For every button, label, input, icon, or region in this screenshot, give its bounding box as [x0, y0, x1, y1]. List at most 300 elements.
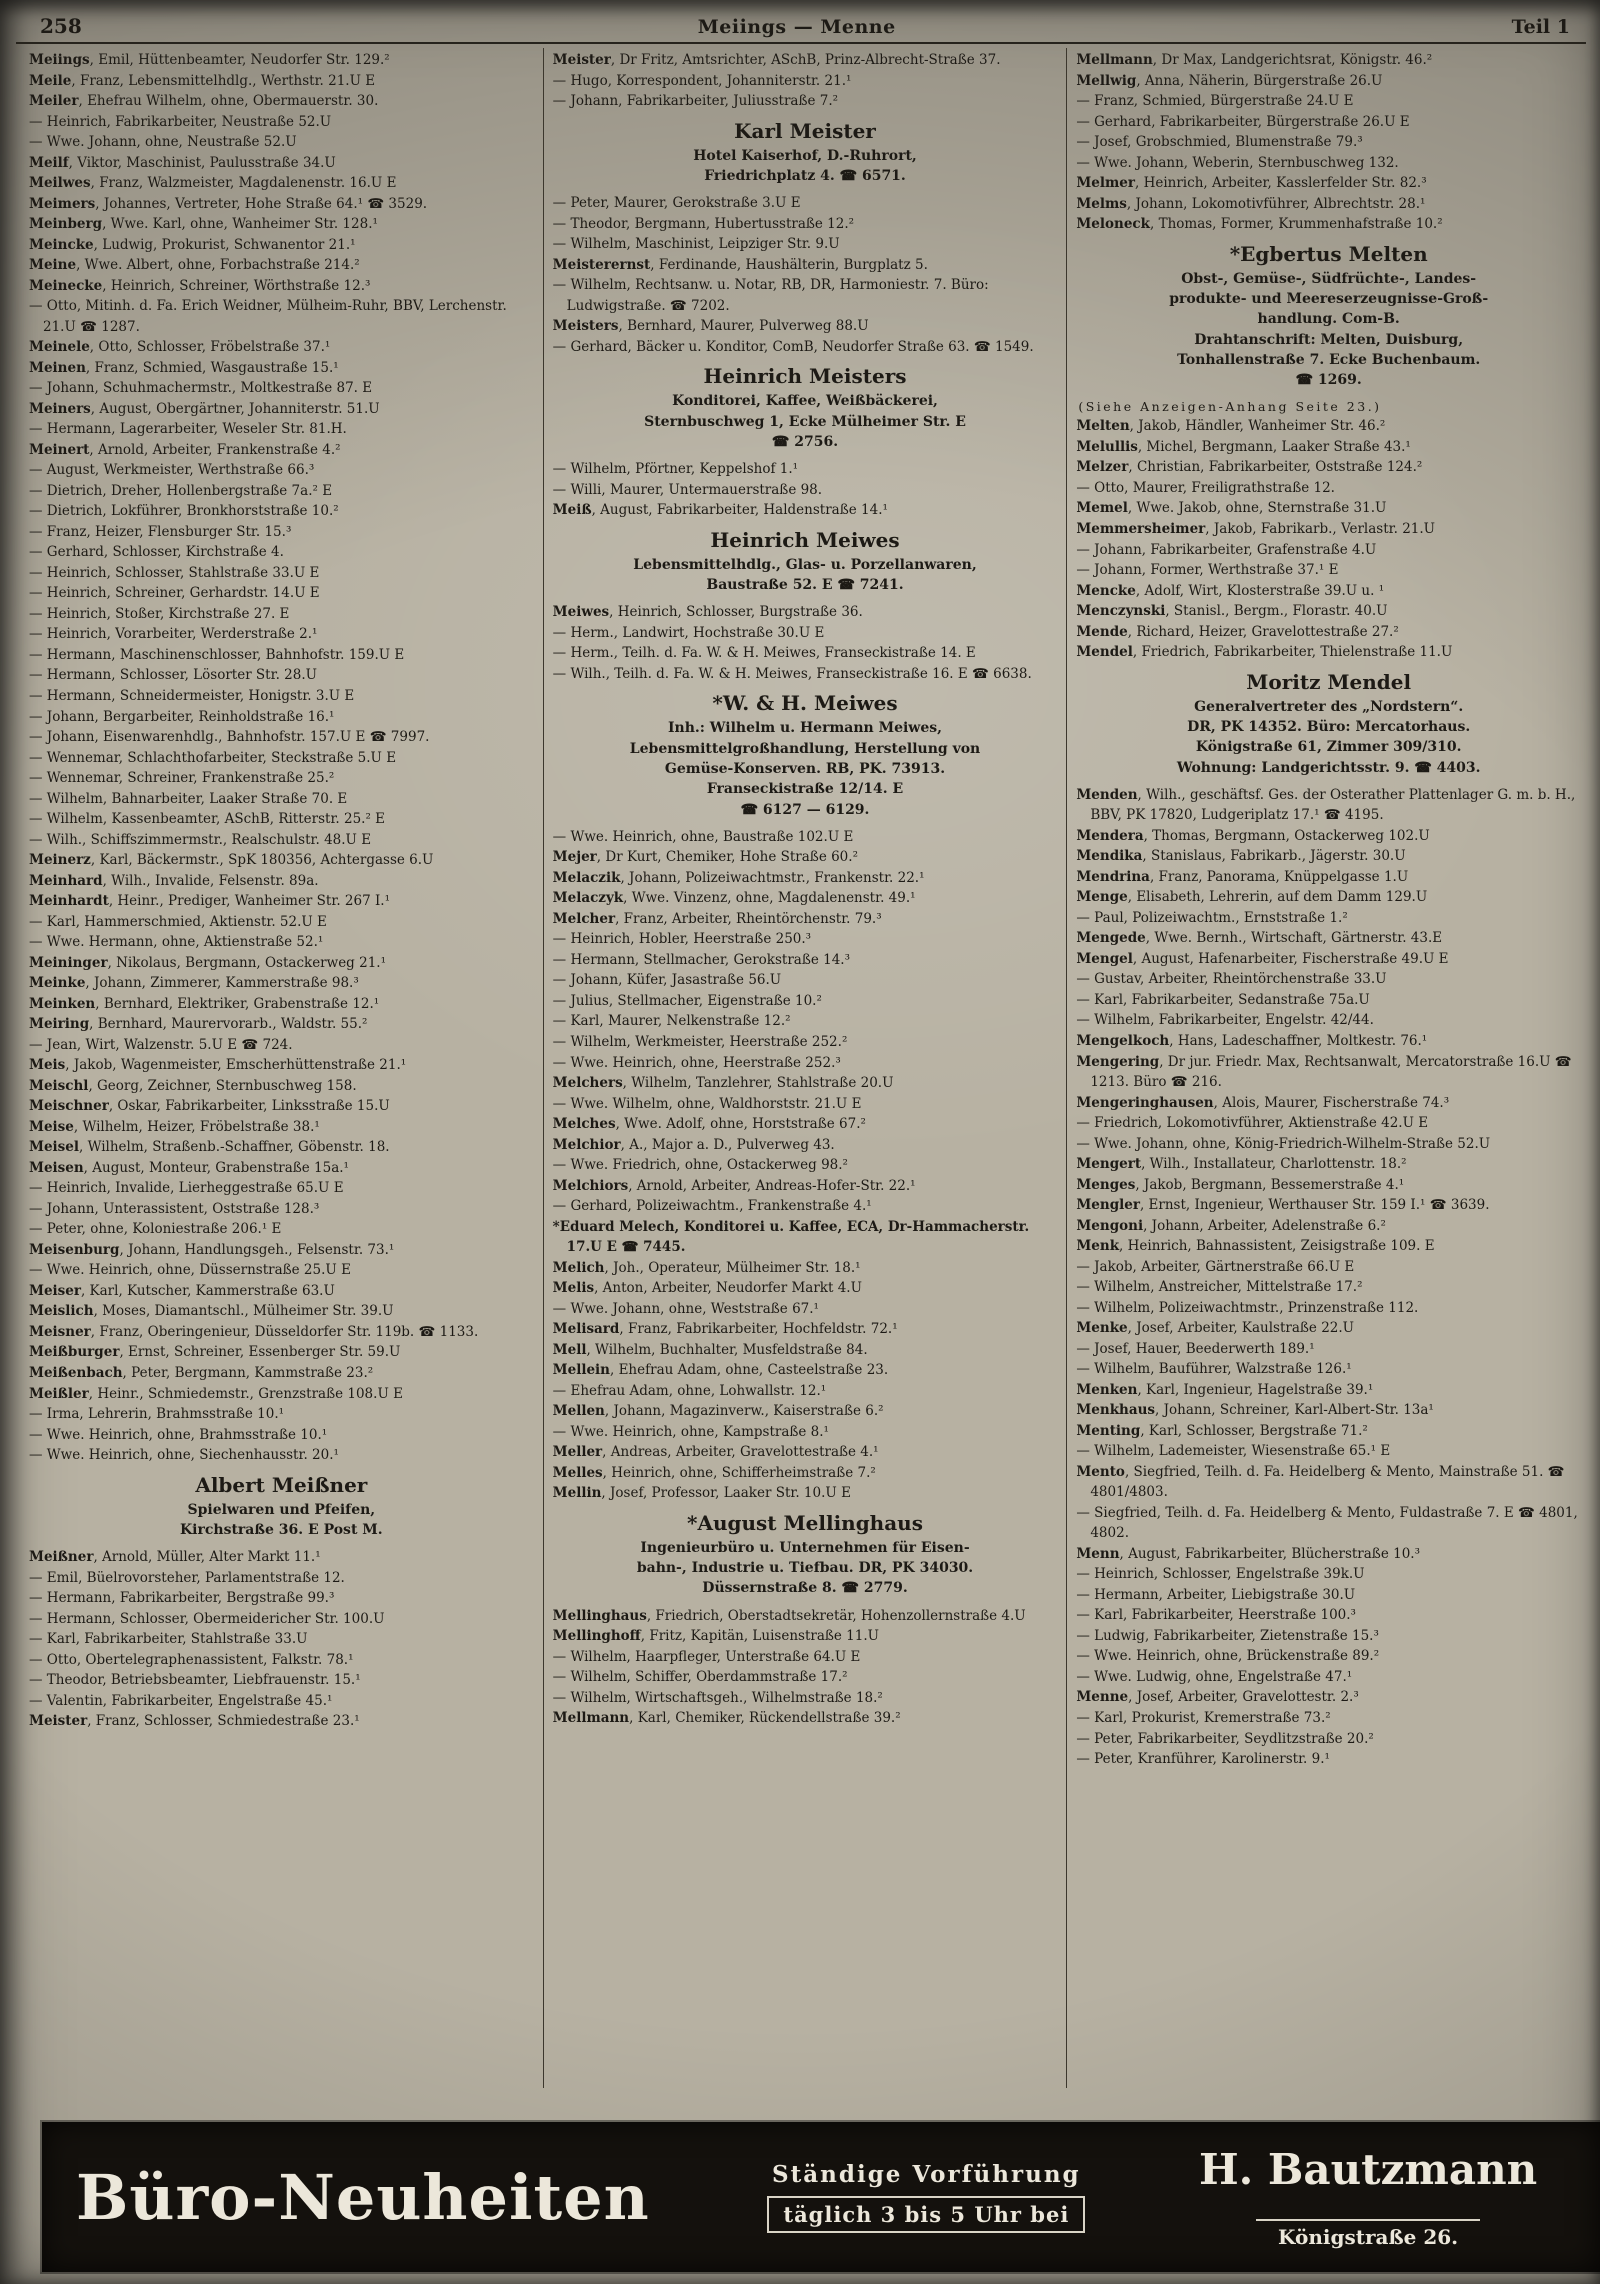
- directory-entry: — Karl, Prokurist, Kremerstraße 73.²: [1076, 1710, 1331, 1726]
- directory-entry: Mellin, Josef, Professor, Laaker Str. 10.U E: [552, 1485, 851, 1502]
- directory-entry: Mende, Richard, Heizer, Gravelottestraße 27.²: [1076, 623, 1399, 640]
- directory-entry: — Friedrich, Lokomotivführer, Aktienstraße 42.U E: [1076, 1115, 1429, 1132]
- directory-entry: — Wilhelm, Bahnarbeiter, Laaker Straße 70. E: [29, 790, 348, 807]
- directory-entry: Melisard, Franz, Fabrikarbeiter, Hochfeldstr. 72.¹: [552, 1321, 898, 1338]
- directory-entry: — Wilhelm, Lademeister, Wiesenstraße 65.¹ E: [1076, 1443, 1391, 1460]
- ad-block: [1078, 242, 1579, 391]
- directory-entry: — Julius, Stellmacher, Eigenstraße 10.²: [552, 992, 822, 1009]
- directory-entry: Melullis, Michel, Bergmann, Laaker Straße 43.¹: [1076, 438, 1411, 455]
- ad-text-line: produkte- und Meereserzeugnisse-Groß-: [1169, 290, 1489, 307]
- directory-entry: Melaczyk, Wwe. Vinzenz, ohne, Magdalenenstr. 49.¹: [552, 890, 916, 907]
- directory-entry: Mellein, Ehefrau Adam, ohne, Casteelstraße 23.: [552, 1362, 889, 1379]
- entry-surname: Meisel: [29, 1139, 79, 1156]
- directory-entry: Meininger, Nikolaus, Bergmann, Ostackerweg 21.¹: [29, 954, 386, 971]
- entry-surname: Mento: [1076, 1463, 1125, 1480]
- directory-entry: Melches, Wwe. Adolf, ohne, Horststraße 67.²: [552, 1116, 866, 1133]
- directory-entry: — Herm., Landwirt, Hochstraße 30.U E: [552, 624, 825, 641]
- directory-entry: Mell, Wilhelm, Buchhalter, Musfeldstraße 84.: [552, 1341, 868, 1358]
- directory-entry: — Hermann, Schlosser, Lösorter Str. 28.U: [29, 667, 318, 684]
- ad-text-line: ☎ 2756.: [771, 433, 839, 450]
- ad-text-line: Friedrichplatz 4. ☎ 6571.: [704, 167, 906, 184]
- directory-entry: — Wilhelm, Polizeiwachtmstr., Prinzenstraße 112.: [1076, 1299, 1419, 1316]
- ad-text-line: Konditorei, Kaffee, Weißbäckerei,: [672, 393, 938, 410]
- directory-entry: — Siegfried, Teilh. d. Fa. Heidelberg & Mento, Fuldastraße 7. E ☎ 4801, 4802.: [1076, 1504, 1578, 1542]
- directory-entry: Meller, Andreas, Arbeiter, Gravelottestraße 4.¹: [552, 1444, 879, 1461]
- directory-entry: — Johann, Schuhmachermstr., Moltkestraße 87. E: [29, 380, 373, 397]
- directory-entry: Mento, Siegfried, Teilh. d. Fa. Heidelberg & Mento, Mainstraße 51. ☎ 4801/4803.: [1076, 1463, 1565, 1501]
- page-title: Meiings — Menne: [697, 16, 896, 38]
- directory-entry: — Franz, Heizer, Flensburger Str. 15.³: [29, 523, 292, 540]
- entry-surname: Meiring: [29, 1016, 90, 1033]
- directory-entry: Meiners, August, Obergärtner, Johanniterstr. 51.U: [29, 400, 380, 417]
- entry-surname: Melles: [552, 1464, 603, 1481]
- directory-entry: Melles, Heinrich, ohne, Schifferheimstraße 7.²: [552, 1464, 876, 1481]
- directory-entry: — Heinrich, Schreiner, Gerhardstr. 14.U E: [29, 585, 320, 602]
- directory-entry: Meißburger, Ernst, Schreiner, Essenberger Str. 59.U: [29, 1344, 401, 1361]
- ad-block: [555, 528, 1056, 596]
- entry-surname: Melaczik: [552, 869, 621, 886]
- directory-entry: — Wennemar, Schreiner, Frankenstraße 25.²: [29, 770, 335, 787]
- entry-surname: Mell: [552, 1341, 587, 1358]
- entry-surname: Mengering: [1076, 1053, 1160, 1070]
- directory-entry: Meilwes, Franz, Walzmeister, Magdalenenstr. 16.U E: [29, 175, 397, 192]
- entry-surname: Melis: [552, 1280, 595, 1297]
- entry-surname: Meinhardt: [29, 893, 109, 910]
- directory-entry: Mellmann, Karl, Chemiker, Rückendellstraße 39.²: [552, 1710, 901, 1727]
- directory-entry: Menne, Josef, Arbeiter, Gravelottestr. 2.³: [1076, 1689, 1359, 1706]
- directory-entry: — Wwe. Johann, ohne, Weststraße 67.¹: [552, 1300, 819, 1317]
- directory-entry: — Hugo, Korrespondent, Johanniterstr. 21.¹: [552, 72, 852, 89]
- directory-entry: Melchiors, Arnold, Arbeiter, Andreas-Hofer-Str. 22.¹: [552, 1177, 916, 1194]
- entry-surname: Mellinghoff: [552, 1628, 641, 1645]
- entry-surname: Mellein: [552, 1362, 610, 1379]
- directory-entry: Meisen, August, Monteur, Grabenstraße 15a.¹: [29, 1159, 349, 1176]
- entry-surname: Melcher: [552, 910, 616, 927]
- entry-surname: Melches: [552, 1116, 616, 1133]
- entry-surname: Menk: [1076, 1238, 1120, 1255]
- directory-entry: — Gerhard, Polizeiwachtm., Frankenstraße 4.¹: [552, 1198, 872, 1215]
- directory-entry: Mengelkoch, Hans, Ladeschaffner, Moltkestr. 76.¹: [1076, 1032, 1428, 1049]
- directory-entry: — Josef, Hauer, Beederwerth 189.¹: [1076, 1340, 1315, 1357]
- directory-entry: — Wilhelm, Schiffer, Oberdammstraße 17.²: [552, 1669, 848, 1686]
- entry-surname: Mengler: [1076, 1197, 1140, 1214]
- directory-entry: — Jakob, Arbeiter, Gärtnerstraße 66.U E: [1076, 1258, 1355, 1275]
- entry-surname: Menge: [1076, 889, 1128, 906]
- entry-surname: Meiners: [29, 400, 91, 417]
- entry-surname: Mellen: [552, 1403, 605, 1420]
- directory-entry: — Heinrich, Hobler, Heerstraße 250.³: [552, 931, 812, 948]
- ad-block: [31, 1473, 532, 1541]
- directory-entry: — Wilhelm, Rechtsanw. u. Notar, RB, DR, Harmoniestr. 7. Büro: Ludwigstraße. ☎ 7202.: [552, 277, 989, 314]
- ad-text-line: Generalvertreter des „Nordstern“.: [1194, 698, 1464, 715]
- ad-text-line: handlung. Com-B.: [1257, 311, 1400, 328]
- directory-entry: Meinke, Johann, Zimmerer, Kammerstraße 98.³: [29, 975, 359, 992]
- advert-demo-line2: täglich 3 bis 5 Uhr bei: [767, 2196, 1085, 2233]
- directory-entry: Mejer, Dr Kurt, Chemiker, Hohe Straße 60.²: [552, 849, 858, 866]
- directory-entry: — Hermann, Stellmacher, Gerokstraße 14.³: [552, 951, 851, 968]
- entry-surname: Meisenburg: [29, 1241, 120, 1258]
- entry-surname: Melten: [1076, 418, 1130, 435]
- ad-text-line: Drahtanschrift: Melten, Duisburg,: [1194, 331, 1464, 348]
- ad-title: Albert Meißner: [195, 1472, 368, 1497]
- entry-surname: Meinecke: [29, 277, 103, 294]
- entry-surname: Melich: [552, 1259, 605, 1276]
- entry-surname: Meinele: [29, 339, 90, 356]
- entry-surname: Mendera: [1076, 827, 1144, 844]
- directory-entry: Menting, Karl, Schlosser, Bergstraße 71.²: [1076, 1422, 1368, 1439]
- ad-text-line: Franseckistraße 12/14. E: [706, 781, 904, 798]
- entry-surname: Meißenbach: [29, 1365, 123, 1381]
- directory-entry: Meine, Wwe. Albert, ohne, Forbachstraße 214.²: [29, 257, 360, 274]
- directory-entry: Meinhard, Wilh., Invalide, Felsenstr. 89a.: [29, 872, 319, 889]
- page-header: [0, 0, 1600, 40]
- directory-entry: Meiwes, Heinrich, Schlosser, Burgstraße 36.: [552, 604, 863, 621]
- directory-entry: Melis, Anton, Arbeiter, Neudorfer Markt 4.U: [552, 1280, 862, 1297]
- directory-entry: Meincke, Ludwig, Prokurist, Schwanentor 21.¹: [29, 236, 356, 253]
- directory-entry: — Heinrich, Fabrikarbeiter, Neustraße 52.U: [29, 113, 332, 130]
- directory-entry: — Wilhelm, Pförtner, Keppelshof 1.¹: [552, 461, 799, 478]
- entry-surname: Memel: [1076, 500, 1128, 517]
- directory-entry: Meis, Jakob, Wagenmeister, Emscherhüttenstraße 21.¹: [29, 1057, 407, 1074]
- directory-entry: Melcher, Franz, Arbeiter, Rheintörchenstr. 79.³: [552, 910, 882, 927]
- directory-entry: — Johann, Fabrikarbeiter, Juliusstraße 7.²: [552, 93, 839, 110]
- ad-title: Heinrich Meisters: [703, 364, 907, 389]
- directory-entry: *Eduard Melech, Konditorei u. Kaffee, ECA, Dr-Hammacherstr. 17.U E ☎ 7445.: [552, 1218, 1030, 1256]
- entry-surname: Mengert: [1076, 1156, 1142, 1173]
- directory-entry: Mengede, Wwe. Bernh., Wirtschaft, Gärtnerstr. 43.E: [1076, 930, 1443, 947]
- entry-surname: Meinken: [29, 995, 96, 1012]
- directory-entry: — Wwe. Friedrich, ohne, Ostackerweg 98.²: [552, 1157, 848, 1174]
- directory-entry: — Wwe. Heinrich, ohne, Brahmsstraße 10.¹: [29, 1426, 328, 1443]
- entry-surname: Meilwes: [29, 175, 91, 192]
- directory-entry: — Otto, Maurer, Freiligrathstraße 12.: [1076, 479, 1335, 496]
- entry-surname: Mendel: [1076, 644, 1133, 661]
- entry-surname: Memmersheimer: [1076, 521, 1206, 537]
- directory-entry: — Karl, Fabrikarbeiter, Heerstraße 100.³: [1076, 1607, 1356, 1624]
- entry-surname: Meinerz: [29, 852, 91, 869]
- entry-surname: Mellinghaus: [552, 1607, 647, 1624]
- directory-entry: Menge, Elisabeth, Lehrerin, auf dem Damm 129.U: [1076, 889, 1428, 906]
- entry-surname: Meißburger: [29, 1344, 120, 1361]
- ad-title: *W. & H. Meiwes: [712, 691, 898, 716]
- ad-title: Karl Meister: [734, 118, 876, 143]
- entry-surname: Meloneck: [1076, 216, 1150, 233]
- directory-entry: Melchers, Wilhelm, Tanzlehrer, Stahlstraße 20.U: [552, 1075, 894, 1092]
- entry-surname: Meimers: [29, 195, 96, 212]
- entry-surname: Mendika: [1076, 848, 1143, 865]
- directory-entry: Menczynski, Stanisl., Bergm., Florastr. 40.U: [1076, 603, 1388, 620]
- directory-entry: Mengoni, Johann, Arbeiter, Adelenstraße 6.²: [1076, 1217, 1386, 1234]
- directory-entry: — Wilhelm, Bauführer, Walzstraße 126.¹: [1076, 1361, 1352, 1378]
- advert-demo-info: [717, 2161, 1137, 2233]
- ad-text-line: Wohnung: Landgerichtsstr. 9. ☎ 4403.: [1176, 759, 1481, 776]
- entry-surname: Mellwig: [1076, 72, 1137, 89]
- ad-text-line: Sternbuschweg 1, Ecke Mülheimer Str. E: [644, 413, 966, 430]
- ad-text-line: Kirchstraße 36. E Post M.: [180, 1521, 383, 1538]
- entry-surname: Meinberg: [29, 216, 103, 233]
- directory-entry: — Wilhelm, Fabrikarbeiter, Engelstr. 42/44.: [1076, 1012, 1374, 1029]
- entry-surname: Melchers: [552, 1075, 623, 1092]
- directory-entry: — Heinrich, Invalide, Lierheggestraße 65.U E: [29, 1180, 344, 1197]
- advert-company-address: Königstraße 26.: [1256, 2219, 1480, 2249]
- part-label: Teil 1: [1511, 16, 1570, 38]
- directory-entry: — Wwe. Heinrich, ohne, Brückenstraße 89.²: [1076, 1648, 1380, 1665]
- directory-entry: — Ehefrau Adam, ohne, Lohwallstr. 12.¹: [552, 1382, 827, 1399]
- entry-surname: Mengede: [1076, 930, 1146, 947]
- entry-surname: Meißner: [29, 1549, 94, 1566]
- advert-product-name: Büro-Neuheiten: [76, 2160, 650, 2234]
- directory-entry: — Heinrich, Schlosser, Engelstraße 39k.U: [1076, 1566, 1365, 1583]
- entry-surname: Meister: [29, 1713, 88, 1730]
- directory-entry: — Hermann, Schlosser, Obermeidericher Str. 100.U: [29, 1610, 385, 1627]
- directory-entry: — Wwe. Heinrich, ohne, Kampstraße 8.¹: [552, 1423, 829, 1440]
- ad-text-line: Gemüse-Konserven. RB, PK. 73913.: [664, 760, 946, 777]
- entry-surname: Menke: [1076, 1320, 1128, 1337]
- directory-entry: — Dietrich, Dreher, Hollenbergstraße 7a.² E: [29, 482, 333, 499]
- directory-entry: Menkhaus, Johann, Schreiner, Karl-Albert-Str. 13a¹: [1076, 1402, 1434, 1419]
- directory-column-1: [20, 48, 543, 2088]
- ad-title: Heinrich Meiwes: [710, 527, 900, 552]
- directory-entry: — Karl, Hammerschmied, Aktienstr. 52.U E: [29, 913, 327, 930]
- directory-entry: — Wilh., Schiffszimmermstr., Realschulstr. 48.U E: [29, 831, 372, 848]
- entry-surname: Mencke: [1076, 582, 1136, 599]
- directory-entry: Meißenbach, Peter, Bergmann, Kammstraße 23.²: [29, 1365, 374, 1381]
- directory-entry: Mendrina, Franz, Panorama, Knüppelgasse 1.U: [1076, 868, 1409, 885]
- entry-surname: Menken: [1076, 1381, 1138, 1398]
- ad-text-line: bahn-, Industrie u. Tiefbau. DR, PK 34030.: [636, 1560, 974, 1577]
- directory-entry: — Wwe. Heinrich, ohne, Düssernstraße 25.U E: [29, 1262, 351, 1279]
- entry-surname: Meilf: [29, 154, 69, 171]
- entry-surname: Meislich: [29, 1303, 94, 1320]
- entry-surname: Meiwes: [552, 604, 610, 621]
- directory-entry: — Hermann, Schneidermeister, Honigstr. 3.U E: [29, 687, 355, 704]
- entry-surname: Meine: [29, 257, 77, 274]
- directory-entry: — Wilhelm, Werkmeister, Heerstraße 252.²: [552, 1034, 848, 1050]
- directory-entry: Meisel, Wilhelm, Straßenb.-Schaffner, Göbenstr. 18.: [29, 1139, 390, 1156]
- entry-surname: Melullis: [1076, 438, 1138, 455]
- directory-entry: — Wwe. Heinrich, ohne, Baustraße 102.U E: [552, 828, 854, 845]
- entry-surname: Melchior: [552, 1136, 621, 1153]
- directory-entry: — Karl, Fabrikarbeiter, Sedanstraße 75a.U: [1076, 991, 1370, 1008]
- directory-entry: Meister, Franz, Schlosser, Schmiedestraße 23.¹: [29, 1713, 360, 1730]
- directory-entry: — Hermann, Arbeiter, Liebigstraße 30.U: [1076, 1586, 1356, 1603]
- ad-text-line: Inh.: Wilhelm u. Hermann Meiwes,: [667, 720, 943, 737]
- directory-entry: — Valentin, Fabrikarbeiter, Engelstraße 45.¹: [29, 1692, 333, 1709]
- entry-surname: Menden: [1076, 786, 1138, 803]
- entry-surname: Meister: [552, 52, 611, 68]
- ad-block: [555, 1511, 1056, 1599]
- ad-text-line: ☎ 6127 — 6129.: [740, 801, 870, 818]
- directory-entry: Meißler, Heinr., Schmiedemstr., Grenzstraße 108.U E: [29, 1385, 403, 1402]
- directory-entry: Meischl, Georg, Zeichner, Sternbuschweg 158.: [29, 1077, 357, 1094]
- directory-entry: — Heinrich, Vorarbeiter, Werderstraße 2.¹: [29, 626, 318, 643]
- directory-entry: Menke, Josef, Arbeiter, Kaulstraße 22.U: [1076, 1320, 1355, 1337]
- advert-company-name: H. Bautzmann: [1199, 2145, 1538, 2194]
- entry-surname: Meiser: [29, 1282, 81, 1299]
- directory-entry: Melten, Jakob, Händler, Wanheimer Str. 46.²: [1076, 418, 1386, 435]
- directory-entry: Meinele, Otto, Schlosser, Fröbelstraße 37.¹: [29, 339, 331, 356]
- directory-entry: Memmersheimer, Jakob, Fabrikarb., Verlastr. 21.U: [1076, 521, 1436, 537]
- entry-surname: Meile: [29, 72, 72, 89]
- entry-surname: Melchiors: [552, 1177, 629, 1194]
- directory-entry: — Wilhelm, Maschinist, Leipziger Str. 9.U: [552, 236, 840, 253]
- ad-text-line: Düssernstraße 8. ☎ 2779.: [702, 1580, 908, 1597]
- entry-surname: Meinen: [29, 359, 86, 376]
- directory-entry: — Wwe. Wilhelm, ohne, Waldhorststr. 21.U E: [552, 1095, 862, 1112]
- directory-entry: — Wilh., Teilh. d. Fa. W. & H. Meiwes, Franseckistraße 16. E ☎ 6638.: [552, 665, 1032, 682]
- directory-entry: Mendel, Friedrich, Fabrikarbeiter, Thielenstraße 11.U: [1076, 644, 1453, 661]
- entry-surname: Meiler: [29, 93, 79, 110]
- entry-surname: Mellmann: [1076, 52, 1153, 68]
- directory-entry: Meister, Dr Fritz, Amtsrichter, ASchB, Prinz-Albrecht-Straße 37.: [552, 52, 1001, 68]
- directory-entry: — Gerhard, Fabrikarbeiter, Bürgerstraße 26.U E: [1076, 113, 1410, 130]
- ad-text-line: Obst-, Gemüse-, Südfrüchte-, Landes-: [1181, 270, 1477, 287]
- entry-surname: Mende: [1076, 623, 1128, 640]
- directory-entry: — Gerhard, Schlosser, Kirchstraße 4.: [29, 544, 284, 561]
- directory-entry: — Theodor, Betriebsbeamter, Liebfrauenstr. 15.¹: [29, 1672, 361, 1689]
- directory-entry: — Gerhard, Bäcker u. Konditor, ComB, Neudorfer Straße 63. ☎ 1549.: [552, 338, 1034, 355]
- entry-surname: Mengelkoch: [1076, 1032, 1170, 1049]
- ad-text-line: Lebensmittelgroßhandlung, Herstellung von: [629, 740, 981, 757]
- advert-demo-line1: Ständige Vorführung: [772, 2161, 1081, 2188]
- directory-entry: — Wilhelm, Anstreicher, Mittelstraße 17.²: [1076, 1279, 1363, 1296]
- entry-surname: Mengeringhausen: [1076, 1094, 1214, 1111]
- directory-entry: Meise, Wilhelm, Heizer, Fröbelstraße 38.¹: [29, 1118, 320, 1135]
- directory-entry: Menges, Jakob, Bergmann, Bessemerstraße 4.¹: [1076, 1176, 1405, 1193]
- directory-entry: Mengering, Dr jur. Friedr. Max, Rechtsanwalt, Mercatorstraße 16.U ☎ 1213. Büro ☎ 216.: [1076, 1053, 1572, 1091]
- entry-surname: Meisters: [552, 318, 619, 335]
- ad-title: Moritz Mendel: [1246, 669, 1412, 694]
- entry-surname: Meis: [29, 1057, 66, 1074]
- directory-entry: Meinert, Arnold, Arbeiter, Frankenstraße 4.²: [29, 441, 341, 458]
- directory-entry: — Wilhelm, Haarpfleger, Unterstraße 64.U E: [552, 1648, 861, 1665]
- directory-entry: Meinecke, Heinrich, Schreiner, Wörthstraße 12.³: [29, 277, 371, 294]
- advert-banner: [42, 2122, 1600, 2272]
- directory-entry: Meisterernst, Ferdinande, Haushälterin, Burgplatz 5.: [552, 256, 928, 273]
- directory-entry: Meiings, Emil, Hüttenbeamter, Neudorfer Str. 129.²: [29, 52, 390, 68]
- directory-entry: — August, Werkmeister, Werthstraße 66.³: [29, 462, 315, 479]
- entry-surname: Meiings: [29, 52, 90, 68]
- directory-entry: — Franz, Schmied, Bürgerstraße 24.U E: [1076, 93, 1354, 110]
- entry-surname: Mejer: [552, 849, 597, 866]
- directory-entry: Menk, Heinrich, Bahnassistent, Zeisigstraße 109. E: [1076, 1238, 1435, 1255]
- entry-surname: Melzer: [1076, 459, 1129, 476]
- directory-entry: — Johann, Unterassistent, Oststraße 128.³: [29, 1200, 320, 1217]
- directory-entry: — Dietrich, Lokführer, Bronkhorststraße 10.²: [29, 503, 339, 520]
- directory-entry: — Emil, Büelrovorsteher, Parlamentstraße 12.: [29, 1569, 345, 1586]
- directory-entry: — Wwe. Heinrich, ohne, Heerstraße 252.³: [552, 1054, 841, 1071]
- directory-entry: — Hermann, Maschinenschlosser, Bahnhofstr. 159.U E: [29, 646, 405, 663]
- directory-entry: Meisters, Bernhard, Maurer, Pulverweg 88.U: [552, 318, 869, 335]
- directory-entry: — Johann, Bergarbeiter, Reinholdstraße 16.¹: [29, 708, 335, 725]
- directory-column-3: [1066, 48, 1590, 2088]
- directory-entry: — Wwe. Johann, Weberin, Sternbuschweg 132.: [1076, 154, 1399, 171]
- directory-entry: — Wwe. Hermann, ohne, Aktienstraße 52.¹: [29, 934, 324, 951]
- directory-entry: Mellen, Johann, Magazinverw., Kaiserstraße 6.²: [552, 1403, 884, 1420]
- ad-text-line: Ingenieurbüro u. Unternehmen für Eisen-: [640, 1539, 970, 1556]
- directory-entry: — Hermann, Lagerarbeiter, Weseler Str. 81.H.: [29, 421, 347, 438]
- entry-surname: Melmer: [1076, 175, 1135, 192]
- entry-surname: Meinhard: [29, 872, 103, 889]
- directory-entry: Meiler, Ehefrau Wilhelm, ohne, Obermauerstr. 30.: [29, 93, 379, 110]
- ad-text-line: Tonhallenstraße 7. Ecke Buchenbaum.: [1177, 351, 1481, 368]
- directory-entry: — Theodor, Bergmann, Hubertusstraße 12.²: [552, 215, 855, 232]
- directory-entry: Meinerz, Karl, Bäckermstr., SpK 180356, Achtergasse 6.U: [29, 852, 434, 869]
- directory-entry: — Otto, Mitinh. d. Fa. Erich Weidner, Mülheim-Ruhr, BBV, Lerchenstr. 21.U ☎ 1287.: [29, 298, 507, 335]
- entry-surname: Meller: [552, 1444, 603, 1461]
- directory-entry: Melich, Joh., Operateur, Mülheimer Str. 18.¹: [552, 1259, 861, 1276]
- directory-entry: Mendika, Stanislaus, Fabrikarb., Jägerstr. 30.U: [1076, 848, 1406, 865]
- ad-text-line: Königstraße 61, Zimmer 309/310.: [1195, 739, 1462, 756]
- directory-entry: Mellinghaus, Friedrich, Oberstadtsekretär, Hohenzollernstraße 4.U: [552, 1607, 1026, 1624]
- directory-entry: — Herm., Teilh. d. Fa. W. & H. Meiwes, Franseckistraße 14. E: [552, 645, 976, 662]
- directory-entry: — Peter, Maurer, Gerokstraße 3.U E: [552, 195, 801, 212]
- directory-entry: Meinhardt, Heinr., Prediger, Wanheimer Str. 267 I.¹: [29, 893, 391, 910]
- entry-surname: Mendrina: [1076, 868, 1150, 885]
- directory-entry: Meilf, Viktor, Maschinist, Paulusstraße 34.U: [29, 154, 336, 171]
- entry-surname: Meischner: [29, 1098, 109, 1115]
- ad-block: [555, 691, 1056, 819]
- entry-surname: Menn: [1076, 1545, 1120, 1562]
- directory-entry: — Ludwig, Fabrikarbeiter, Zietenstraße 15.³: [1076, 1627, 1379, 1644]
- ad-text-line: Spielwaren und Pfeifen,: [187, 1501, 376, 1518]
- directory-entry: — Heinrich, Stoßer, Kirchstraße 27. E: [29, 605, 290, 622]
- directory-entry: Melchior, A., Major a. D., Pulverweg 43.: [552, 1136, 835, 1153]
- entry-surname: Melms: [1076, 195, 1127, 212]
- directory-entry: Melmer, Heinrich, Arbeiter, Kasslerfelder Str. 82.³: [1076, 175, 1427, 192]
- directory-entry: — Wwe. Johann, ohne, König-Friedrich-Wilhelm-Straße 52.U: [1076, 1135, 1491, 1152]
- page-number: 258: [40, 14, 82, 38]
- directory-entry: Melzer, Christian, Fabrikarbeiter, Oststraße 124.²: [1076, 459, 1423, 476]
- ad-text-line: Hotel Kaiserhof, D.-Ruhrort,: [693, 147, 917, 164]
- directory-entry: — Wilhelm, Wirtschaftsgeh., Wilhelmstraße 18.²: [552, 1689, 883, 1706]
- directory-entry: Meiser, Karl, Kutscher, Kammerstraße 63.U: [29, 1282, 335, 1299]
- directory-entry: — Johann, Former, Werthstraße 37.¹ E: [1076, 562, 1339, 579]
- entry-surname: Mellin: [552, 1485, 602, 1502]
- entry-surname: Mellmann: [552, 1710, 630, 1727]
- directory-entry: — Karl, Fabrikarbeiter, Stahlstraße 33.U: [29, 1631, 308, 1648]
- directory-entry: — Otto, Obertelegraphenassistent, Falkstr. 78.¹: [29, 1651, 354, 1668]
- ad-block: [1078, 670, 1579, 778]
- directory-entry: Mellinghoff, Fritz, Kapitän, Luisenstraße 11.U: [552, 1628, 880, 1645]
- directory-entry: — Wilhelm, Kassenbeamter, ASchB, Ritterstr. 25.² E: [29, 811, 386, 828]
- entry-surname: Meischl: [29, 1077, 89, 1094]
- entry-surname: Meinke: [29, 975, 86, 992]
- directory-entry: — Josef, Grobschmied, Blumenstraße 79.³: [1076, 134, 1363, 151]
- directory-entry: — Wwe. Heinrich, ohne, Siechenhausstr. 20.¹: [29, 1447, 339, 1464]
- directory-entry: Memel, Wwe. Jakob, ohne, Sternstraße 31.U: [1076, 500, 1387, 517]
- entry-surname: Meinert: [29, 441, 90, 458]
- ad-title: *Egbertus Melten: [1229, 241, 1428, 266]
- entry-surname: Meininger: [29, 954, 108, 971]
- directory-entry: Mellwig, Anna, Näherin, Bürgerstraße 26.U: [1076, 72, 1383, 89]
- directory-entry: Meinken, Bernhard, Elektriker, Grabenstraße 12.¹: [29, 995, 380, 1012]
- directory-column-2: [543, 48, 1067, 2088]
- directory-entry: — Jean, Wirt, Walzenstr. 5.U E ☎ 724.: [29, 1036, 293, 1053]
- directory-entry: Menn, August, Fabrikarbeiter, Blücherstraße 10.³: [1076, 1545, 1420, 1562]
- directory-entry: — Wwe. Ludwig, ohne, Engelstraße 47.¹: [1076, 1668, 1353, 1685]
- directory-entry: Meimers, Johannes, Vertreter, Hohe Straße 64.¹ ☎ 3529.: [29, 195, 428, 212]
- entry-surname: Menting: [1076, 1422, 1141, 1439]
- directory-entry: Menden, Wilh., geschäftsf. Ges. der Osterather Plattenlager G. m. b. H., BBV, PK 17820, Ludgeriplatz 17.¹ ☎ 4195.: [1076, 786, 1576, 824]
- directory-entry: — Wennemar, Schlachthofarbeiter, Steckstraße 5.U E: [29, 749, 397, 766]
- entry-surname: Menges: [1076, 1176, 1136, 1193]
- directory-entry: — Willi, Maurer, Untermauerstraße 98.: [552, 481, 823, 498]
- entry-surname: Meisner: [29, 1323, 91, 1340]
- directory-entry: — Peter, Kranführer, Karolinerstr. 9.¹: [1076, 1751, 1330, 1768]
- directory-entry: Melms, Johann, Lokomotivführer, Albrechtstr. 28.¹: [1076, 195, 1426, 212]
- directory-entry: — Johann, Eisenwarenhdlg., Bahnhofstr. 157.U E ☎ 7997.: [29, 729, 430, 746]
